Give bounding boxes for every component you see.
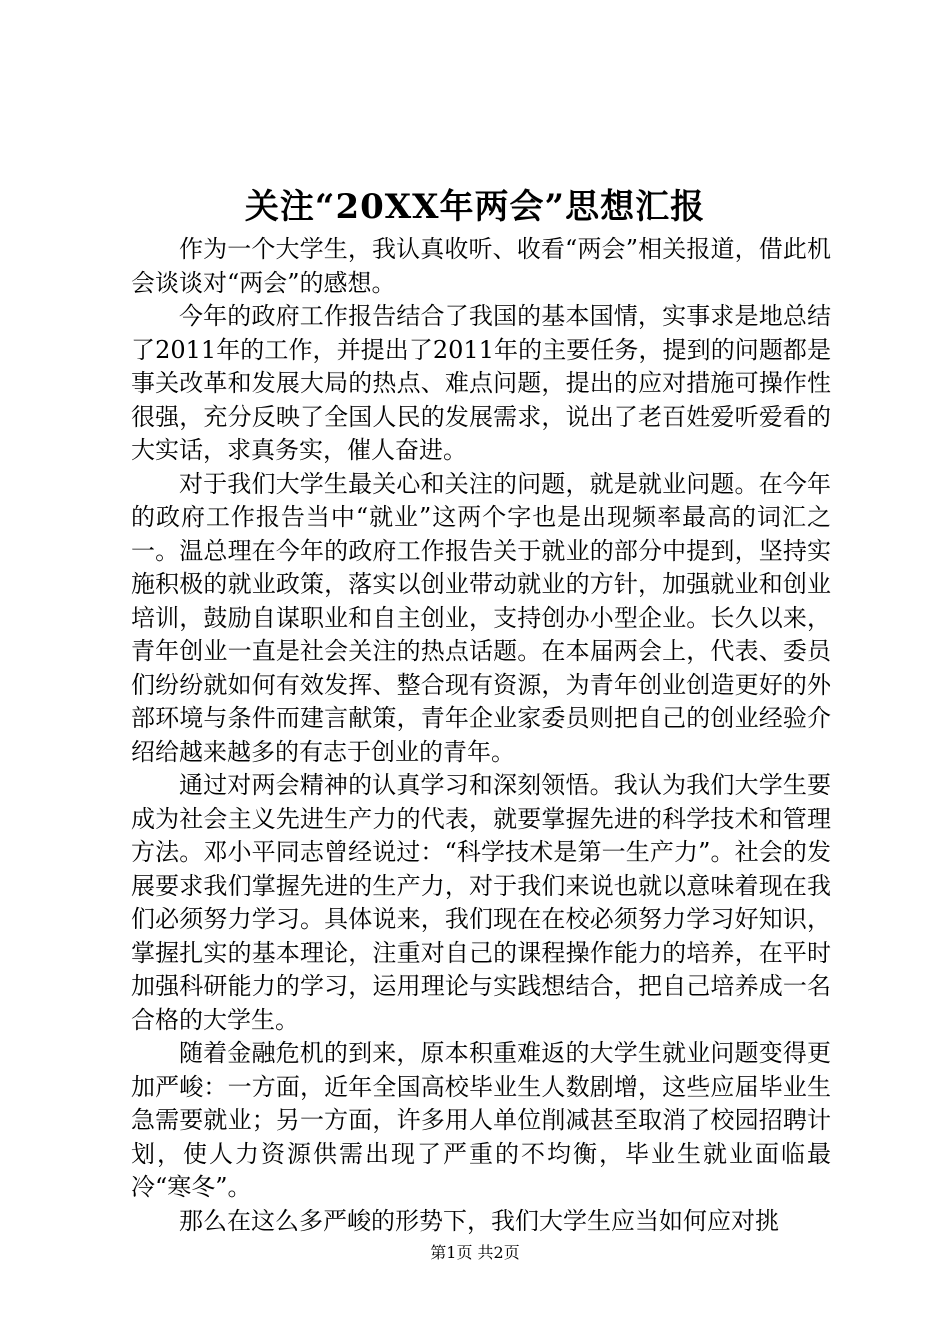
paragraph-1: 作为一个大学生，我认真收听、收看“两会”相关报道，借此机会谈谈对“两会”的感想。 [131,235,831,297]
document-title: 关注“20XX年两会”思想汇报 [244,187,706,227]
paragraph-3: 对于我们大学生最关心和关注的问题，就是就业问题。在今年的政府工作报告当中“就业”这两个字也是出现频率最高的词汇之一。温总理在今年的政府工作报告关于就业的部分中提到，坚持实施积极的就业政策，落实以创业带动就业的方针，加强就业和创业培训，鼓励自谋职业和自主创业，支持创办小型企业。长久以来，青年创业一直是社会关注的热点话题。在本届两会上，代表、委员们纷纷就如何有效发挥、整合现有资源，为青年创业创造更好的外部环境与条件而建言献策，青年企业家委员则把自己的创业经验介绍给越来越多的有志于创业的青年。 [131,469,831,766]
paragraph-6: 那么在这么多严峻的形势下，我们大学生应当如何应对挑 [179,1206,779,1235]
page-footer: 第1页 共2页 [430,1243,520,1262]
document-body [131,233,831,1238]
paragraph-4: 通过对两会精神的认真学习和深刻领悟。我认为我们大学生要成为社会主义先进生产力的代表，就要掌握先进的科学技术和管理方法。邓小平同志曾经说过：“科学技术是第一生产力”。社会的发展要求我们掌握先进的生产力，对于我们来说也就以意味着现在我们必须努力学习。具体说来，我们现在在校必须努力学习好知识，掌握扎实的基本理论，注重对自己的课程操作能力的培养，在平时加强科研能力的学习，运用理论与实践想结合，把自己培养成一名合格的大学生。 [131,771,831,1034]
paragraph-5: 随着金融危机的到来，原本积重难返的大学生就业问题变得更加严峻：一方面，近年全国高校毕业生人数剧增，这些应届毕业生急需要就业；另一方面，许多用人单位削减甚至取消了校园招聘计划，使人力资源供需出现了严重的不均衡，毕业生就业面临最冷“寒冬”。 [131,1039,831,1201]
paragraph-2: 今年的政府工作报告结合了我国的基本国情，实事求是地总结了2011年的工作，并提出了2011年的主要任务，提到的问题都是事关改革和发展大局的热点、难点问题，提出的应对措施可操作性很强，充分反映了全国人民的发展需求，说出了老百姓爱听爱看的大实话，求真务实，催人奋进。 [131,302,831,464]
